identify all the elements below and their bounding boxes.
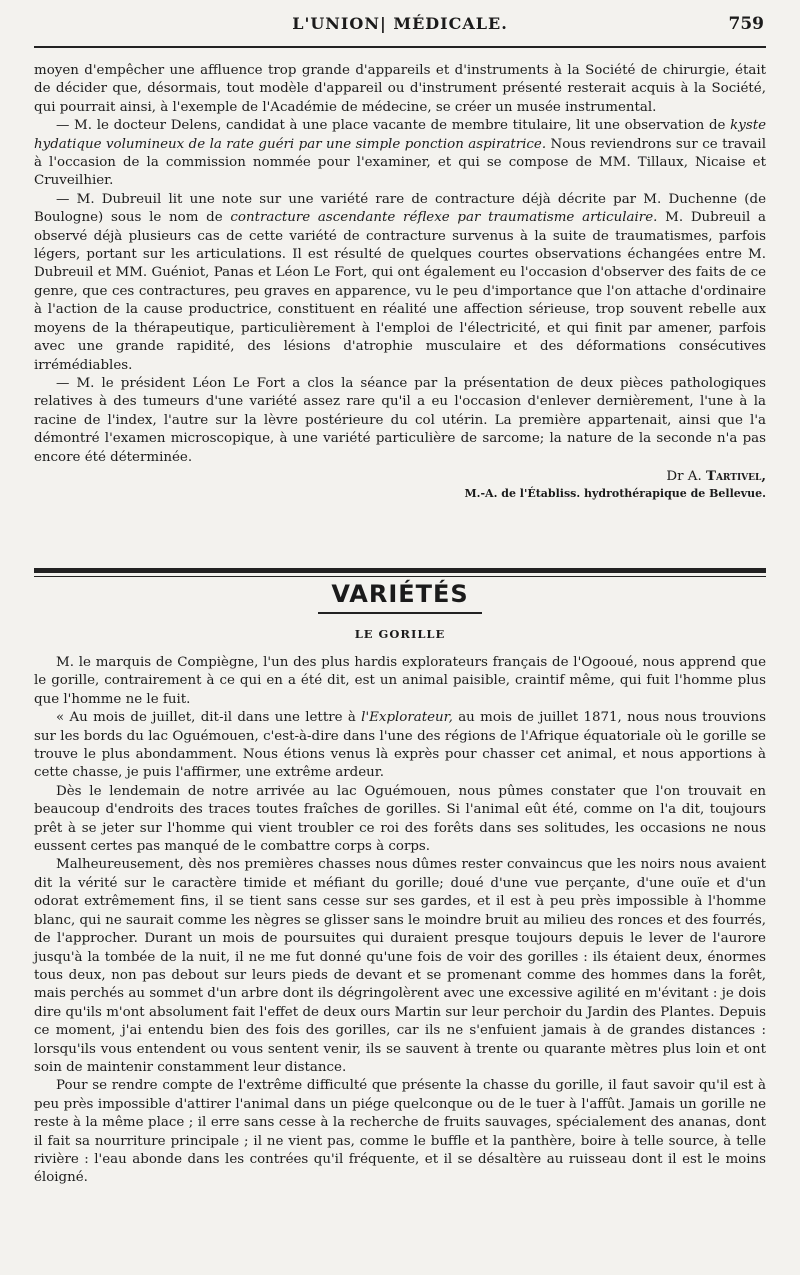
signature-affiliation: M.-A. de l'Établiss. hydrothérapique de Bellevue. — [464, 487, 766, 501]
italic-title: contracture ascendante réflexe par traumatisme articulaire. — [230, 210, 658, 226]
paragraph-2: — M. le docteur Delens, candidat à une place vacante de membre titulaire, lit une observation de kyste hydatique volumineux de la rate guéri par une simple ponction aspiratrice. Nous reviendrons sur ce travail à l'occasion de la commission nommée pour l'examiner, et qui se compose de MM. Tillaux, Nicaise et Cruveilhier. — [34, 118, 766, 189]
society-report — [34, 62, 766, 502]
paragraph-3: — M. Dubreuil lit une note sur une variété rare de contracture déjà décrite par M. Duchenne (de Boulogne) sous le nom de contracture ascendante réflexe par traumatisme articulaire. M. Dubreuil a observé déjà plusieurs cas de cette variété de contracture survenus à la suite de traumatismes, parfois légers, portant sur les articulations. Il est résulté de quelques courtes observations échangées entre M. Dubreuil et MM. Guéniot, Panas et Léon Le Fort, qui ont également eu l'occasion d'observer des faits de ce genre, que ces contractures, peu graves en apparence, vu le peu d'importance que l'on attache d'ordinaire à l'action de la cause productrice, constituent en réalité une affection sérieuse, trop souvent rebelle aux moyens de la thérapeutique, particulièrement à l'emploi de l'électricité, et qui finit par amener, parfois avec une grande rapidité, des lésions d'atrophie musculaire et des déformations consécutives irrémédiables. — [34, 191, 766, 373]
section-rule — [34, 568, 766, 573]
article-paragraph-3: Dès le lendemain de notre arrivée au lac Oguémouen, nous pûmes constater que l'on trouvait en beaucoup d'endroits des traces toutes fraîches de gorilles. Si l'animal eût été, comme on l'a dit, toujours prêt à se jeter sur l'homme qui vient troubler ce roi des forêts dans ses solitudes, les occasions ne nous eussent certes pas manqué de le combattre corps à corps. — [34, 783, 766, 855]
article-title: LE GORILLE — [354, 627, 446, 641]
running-title: L'UNION| MÉDICALE. — [292, 14, 508, 33]
article-paragraph-4: Malheureusement, dès nos premières chasses nous dûmes rester convaincus que les noirs nous avaient dit la vérité sur le caractère timide et méfiant du gorille; doué d'une vue perçante, d'une ouïe et d'un odorat extrêmement fins, il se tient sans cesse sur ses gardes, et il est à peu près impossible à l'homme blanc, qui ne saurait comme les nègres se glisser sans le moindre bruit au milieu des ronces et des fourrés, de l'approcher. Durant un mois de poursuites qui duraient presque toujours depuis le lever de l'aurore jusqu'à la tombée de la nuit, il ne me fut donné qu'une fois de voir des gorilles : ils étaient deux, énormes tous deux, non pas debout sur leurs pieds de devant et se promenant comme des hommes dans la forêt, mais perchés au sommet d'un arbre dont ils dégringolèrent avec une excessive agilité en m'évitant : je dois dire qu'ils m'ont absolument fait l'effet de deux ours Martin sur leur perchoir du Jardin des Plantes. Depuis ce moment, j'ai entendu bien des fois des gorilles, car ils ne s'enfuient jamais à de grandes distances : lorsqu'ils vous entendent ou vous sentent venir, ils se sauvent à trente ou quarante mètres plus loin et ont soin de maintenir constamment leur distance. — [34, 857, 766, 1075]
section-rule-thin — [34, 576, 766, 577]
page-header — [34, 14, 766, 40]
italic-title: kyste hydatique volumineux de la rate guéri par une simple ponction aspiratrice. — [34, 118, 766, 152]
article-paragraph-2: « Au mois de juillet, dit-il dans une lettre à l'Explorateur, au mois de juillet 1871, nous nous trouvions sur les bords du lac Oguémouen, c'est-à-dire dans l'une des régions de l'Afrique équatoriale où le gorille se trouve le plus abondamment. Nous étions venus là exprès pour chasser cet animal, et nous apportions à cette chasse, je puis l'affirmer, une extrême ardeur. — [34, 710, 766, 781]
signature: Dr A. Tartivel, — [666, 467, 766, 484]
paragraph-1: moyen d'empêcher une affluence trop grande d'appareils et d'instruments à la Société de chirurgie, était de décider que, désormais, tout modèle d'appareil ou d'instrument présenté resterait acquis à la Société, qui pourrait ainsi, à l'exemple de l'Académie de médecine, se créer un musée instrumental. — [34, 63, 766, 115]
section-title-underline — [318, 612, 482, 614]
page-number: 759 — [728, 14, 764, 34]
article-paragraph-1: M. le marquis de Compiègne, l'un des plus hardis explorateurs français de l'Ogooué, nous apprend que le gorille, contrairement à ce qui en a été dit, est un animal paisible, craintif même, qui fuit l'homme plus que l'homme ne le fuit. — [34, 655, 766, 707]
article-body — [34, 654, 766, 1188]
italic-journal: l'Explorateur, — [361, 710, 453, 726]
header-rule — [34, 46, 766, 48]
article-paragraph-5: Pour se rendre compte de l'extrême difficulté que présente la chasse du gorille, il faut savoir qu'il est à peu près impossible d'attirer l'animal dans un piége quelconque ou de le tuer à l'affût. Jamais un gorille ne reste à la même place ; il erre sans cesse à la recherche de fruits sauvages, spécialement des ananas, dont il fait sa nourriture principale ; il ne vient pas, comme le buffle et la panthère, boire à telle source, à telle rivière : l'eau abonde dans les contrées qu'il fréquente, et il se désaltère au ruisseau dont il est le moins éloigné. — [34, 1078, 766, 1186]
section-title: VARIÉTÉS — [331, 580, 469, 608]
paragraph-4: — M. le président Léon Le Fort a clos la séance par la présentation de deux pièces pathologiques relatives à des tumeurs d'une variété assez rare qu'il a eu l'occasion d'enlever dernièrement, l'une à la racine de l'index, l'autre sur la lèvre postérieure du col utérin. La première appartenait, ainsi que l'a démontré l'examen microscopique, à une variété particulière de sarcome; la nature de la seconde n'a pas encore été déterminée. — [34, 375, 766, 465]
